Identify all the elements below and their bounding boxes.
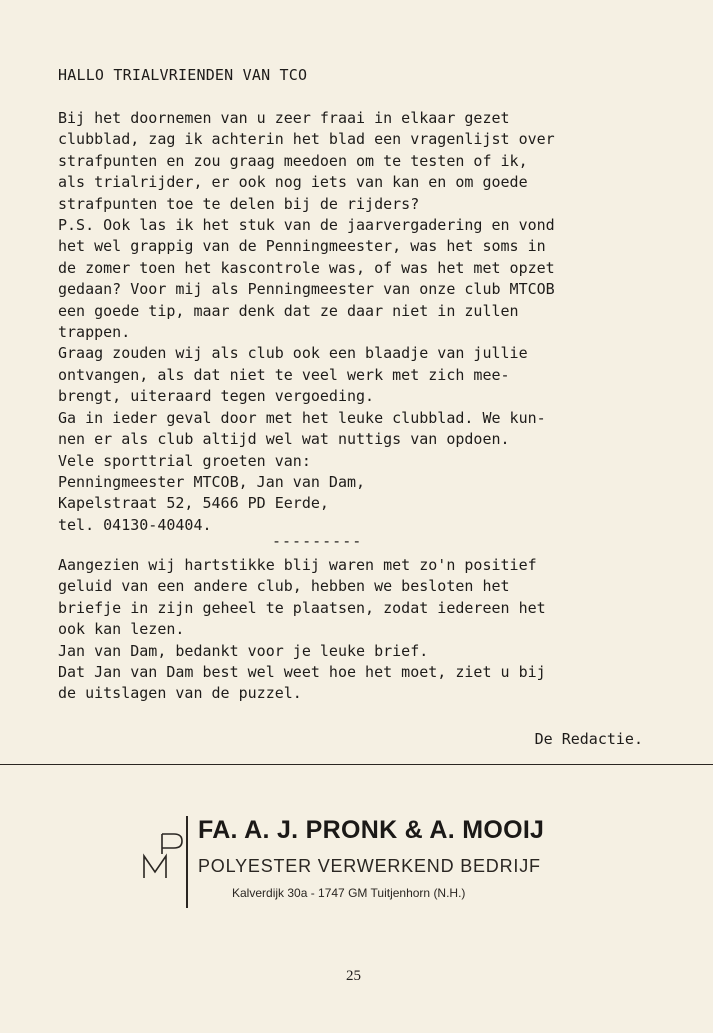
letter-line: clubblad, zag ik achterin het blad een vragenlijst over	[58, 130, 555, 149]
letter-line: gedaan? Voor mij als Penningmeester van onze club MTCOB	[58, 280, 555, 299]
letter-line: Ga in ieder geval door met het leuke clubblad. We kun-	[58, 408, 546, 427]
letter-line: Bij het doornemen van u zeer fraai in elkaar gezet	[58, 109, 510, 127]
advertisement	[0, 800, 713, 920]
reader-letter	[58, 108, 648, 536]
editorial-reply	[58, 555, 648, 705]
ad-vertical-bar	[186, 816, 188, 908]
reply-line: geluid van een andere club, hebben we besloten het	[58, 577, 510, 596]
pm-monogram-logo	[140, 830, 186, 880]
reply-line: Dat Jan van Dam best wel weet hoe het moet, ziet u bij	[58, 663, 546, 682]
letter-line: het wel grappig van de Penningmeester, was het soms in	[58, 237, 546, 256]
company-address: Kalverdijk 30a - 1747 GM Tuitjenhorn (N.H.)	[232, 886, 466, 900]
letter-line: een goede tip, maar denk dat ze daar niet in zullen	[58, 301, 519, 320]
letter-line: Kapelstraat 52, 5466 PD Eerde,	[58, 494, 329, 513]
letter-line: P.S. Ook las ik het stuk van de jaarvergadering en vond	[58, 216, 555, 235]
letter-line: strafpunten toe te delen bij de rijders?	[58, 194, 420, 213]
reply-line: briefje in zijn geheel te plaatsen, zodat iedereen het	[58, 598, 546, 617]
reply-line: Aangezien wij hartstikke blij waren met zo'n positief	[58, 556, 537, 574]
letter-greeting: HALLO TRIALVRIENDEN VAN TCO	[58, 66, 308, 84]
letter-line: strafpunten en zou graag meedoen om te testen of ik,	[58, 151, 528, 170]
letter-line: Graag zouden wij als club ook een blaadje van jullie	[58, 344, 528, 363]
reply-line: Jan van Dam, bedankt voor je leuke brief.	[58, 641, 429, 660]
page-number: 25	[346, 968, 361, 984]
editorial-signoff: De Redactie.	[534, 730, 643, 748]
letter-line: de zomer toen het kascontrole was, of was het met opzet	[58, 258, 555, 277]
company-tagline: POLYESTER VERWERKEND BEDRIJF	[198, 856, 541, 876]
letter-line: nen er als club altijd wel wat nuttigs van opdoen.	[58, 430, 510, 449]
letter-line: als trialrijder, er ook nog iets van kan en om goede	[58, 173, 528, 192]
letter-line: trappen.	[58, 323, 131, 342]
letter-line: tel. 04130-40404.	[58, 515, 212, 534]
reply-line: ook kan lezen.	[58, 620, 185, 639]
horizontal-rule	[0, 764, 713, 765]
letter-line: Vele sporttrial groeten van:	[58, 451, 311, 470]
section-divider: ---------	[272, 532, 363, 550]
reply-line: de uitslagen van de puzzel.	[58, 684, 302, 703]
letter-line: brengt, uiteraard tegen vergoeding.	[58, 387, 375, 406]
letter-line: ontvangen, als dat niet te veel werk met zich mee-	[58, 365, 510, 384]
company-name: FA. A. J. PRONK & A. MOOIJ	[198, 816, 545, 844]
letter-line: Penningmeester MTCOB, Jan van Dam,	[58, 472, 366, 491]
